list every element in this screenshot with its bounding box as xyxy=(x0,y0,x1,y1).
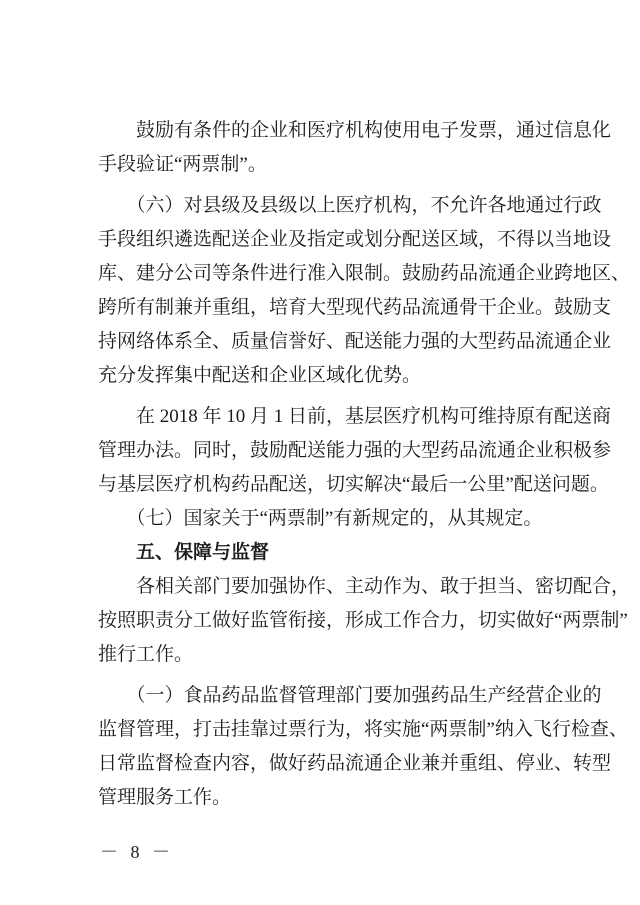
text-line: 充分发挥集中配送和企业区域化优势。 xyxy=(98,365,422,386)
page-number: － 8 － xyxy=(100,842,174,862)
paragraph-item-6 xyxy=(98,189,631,393)
text-line: 按照职责分工做好监管衔接，形成工作合力，切实做好“两票制” xyxy=(98,610,628,631)
text-line: （六）对县级及县级以上医疗机构，不允许各地通过行政 xyxy=(98,195,602,216)
heading-line: 五、保障与监督 xyxy=(98,542,270,563)
text-line: 日常监督检查内容，做好药品流通企业兼并重组、停业、转型 xyxy=(98,753,612,774)
section-heading xyxy=(98,536,541,570)
paragraph-cooperation xyxy=(98,570,631,672)
paragraph-deadline xyxy=(98,400,612,502)
text-line: 鼓励有条件的企业和医疗机构使用电子发票，通过信息化 xyxy=(98,120,612,141)
document-body xyxy=(98,114,631,815)
text-line: 手段组织遴选配送企业及指定或划分配送区域，不得以当地设 xyxy=(98,229,612,250)
text-line: 监督管理，打击挂靠过票行为，将实施“两票制”纳入飞行检查、 xyxy=(98,719,628,740)
paragraph-item-1 xyxy=(98,679,628,815)
text-line: 管理办法。同时，鼓励配送能力强的大型药品流通企业积极参 xyxy=(98,440,612,461)
text-line: 在 2018 年 10 月 1 日前，基层医疗机构可维持原有配送商 xyxy=(98,406,612,427)
text-line: 推行工作。 xyxy=(98,644,194,665)
text-line: 各相关部门要加强协作、主动作为、敢于担当、密切配合， xyxy=(98,576,631,597)
text-line: 与基层医疗机构药品配送，切实解决“最后一公里”配送问题。 xyxy=(98,474,609,495)
text-line: 持网络体系全、质量信誉好、配送能力强的大型药品流通企业 xyxy=(98,331,612,352)
text-line: （七）国家关于“两票制”有新规定的，从其规定。 xyxy=(98,508,543,529)
text-line: （一）食品药品监督管理部门要加强药品生产经营企业的 xyxy=(98,685,602,706)
paragraph-item-7 xyxy=(98,502,541,536)
text-line: 库、建分公司等条件进行准入限制。鼓励药品流通企业跨地区、 xyxy=(98,263,631,284)
text-line: 跨所有制兼并重组，培育大型现代药品流通骨干企业。鼓励支 xyxy=(98,297,612,318)
paragraph-e-invoice xyxy=(98,114,612,182)
text-line: 管理服务工作。 xyxy=(98,787,232,808)
text-line: 手段验证“两票制”。 xyxy=(98,154,267,175)
